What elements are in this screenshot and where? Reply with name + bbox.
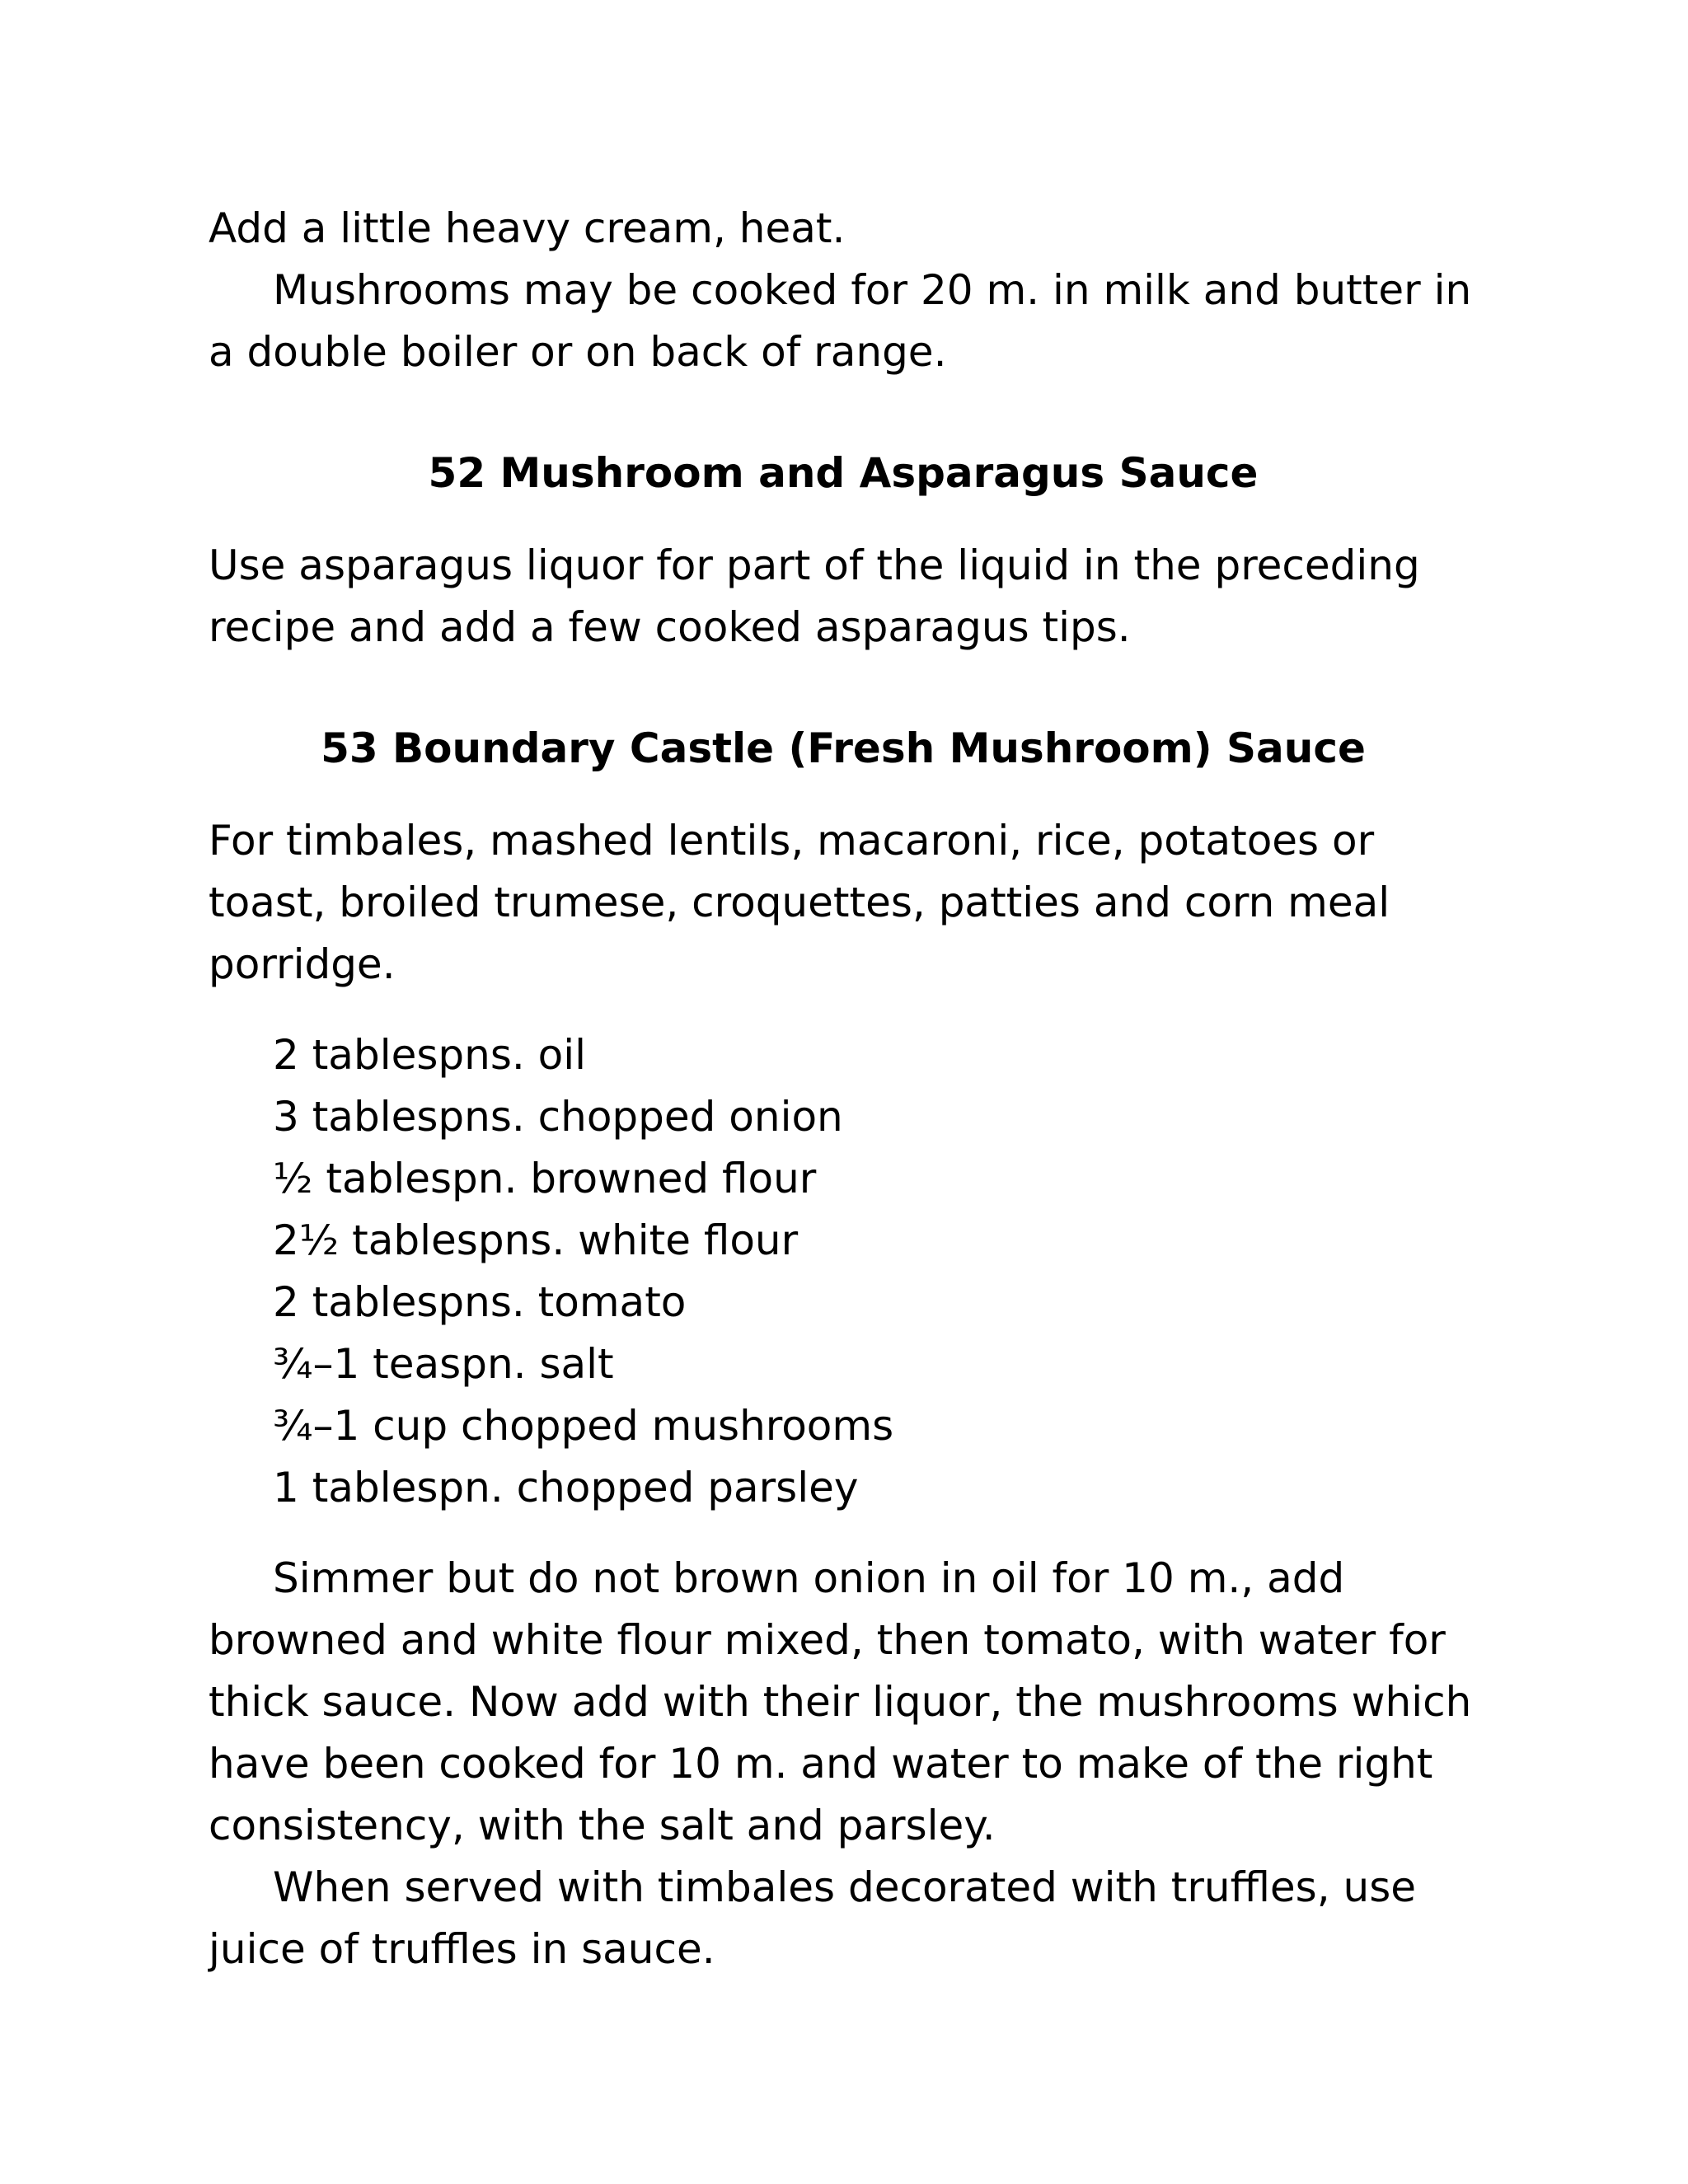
ingredient-item: 2 tablespns. tomato: [273, 1278, 687, 1326]
ingredient-item: ½ tablespn. browned flour: [273, 1155, 817, 1202]
ingredient-item: 1 tablespn. chopped parsley: [273, 1464, 859, 1511]
recipe-53-title: 53 Boundary Castle (Fresh Mushroom) Sauce: [321, 724, 1366, 772]
recipe-53-note: When served with timbales decorated with truffles, use juice of truffles in sauce.: [209, 1863, 1417, 1973]
recipe-52-title: 52 Mushroom and Asparagus Sauce: [428, 449, 1259, 497]
ingredient-list: [209, 1024, 1478, 1519]
recipe-53-intro: For timbales, mashed lentils, macaroni, rice, potatoes or toast, broiled trumese, croquettes, patties and corn meal porridge.: [209, 817, 1390, 988]
recipe-52-body: Use asparagus liquor for part of the liquid in the preceding recipe and add a few cooked asparagus tips.: [209, 541, 1420, 651]
intro-line: Add a little heavy cream, heat.: [209, 204, 846, 252]
document-page: [209, 198, 1478, 1980]
ingredient-item: 3 tablespns. chopped onion: [273, 1093, 843, 1141]
intro-paragraph: Mushrooms may be cooked for 20 m. in milk and butter in a double boiler or on back of range.: [209, 266, 1472, 376]
recipe-53-method: Simmer but do not brown onion in oil for 10 m., add browned and white flour mixed, then tomato, with water for thick sauce. Now add with their liquor, the mushrooms which have been cooked for 10 m. and water to make of the right consistency, with the salt and parsley.: [209, 1554, 1472, 1849]
ingredient-item: ¾–1 teaspn. salt: [273, 1340, 614, 1388]
ingredient-item: 2½ tablespns. white flour: [273, 1216, 799, 1264]
ingredient-item: ¾–1 cup chopped mushrooms: [273, 1402, 894, 1450]
ingredient-item: 2 tablespns. oil: [273, 1031, 587, 1079]
